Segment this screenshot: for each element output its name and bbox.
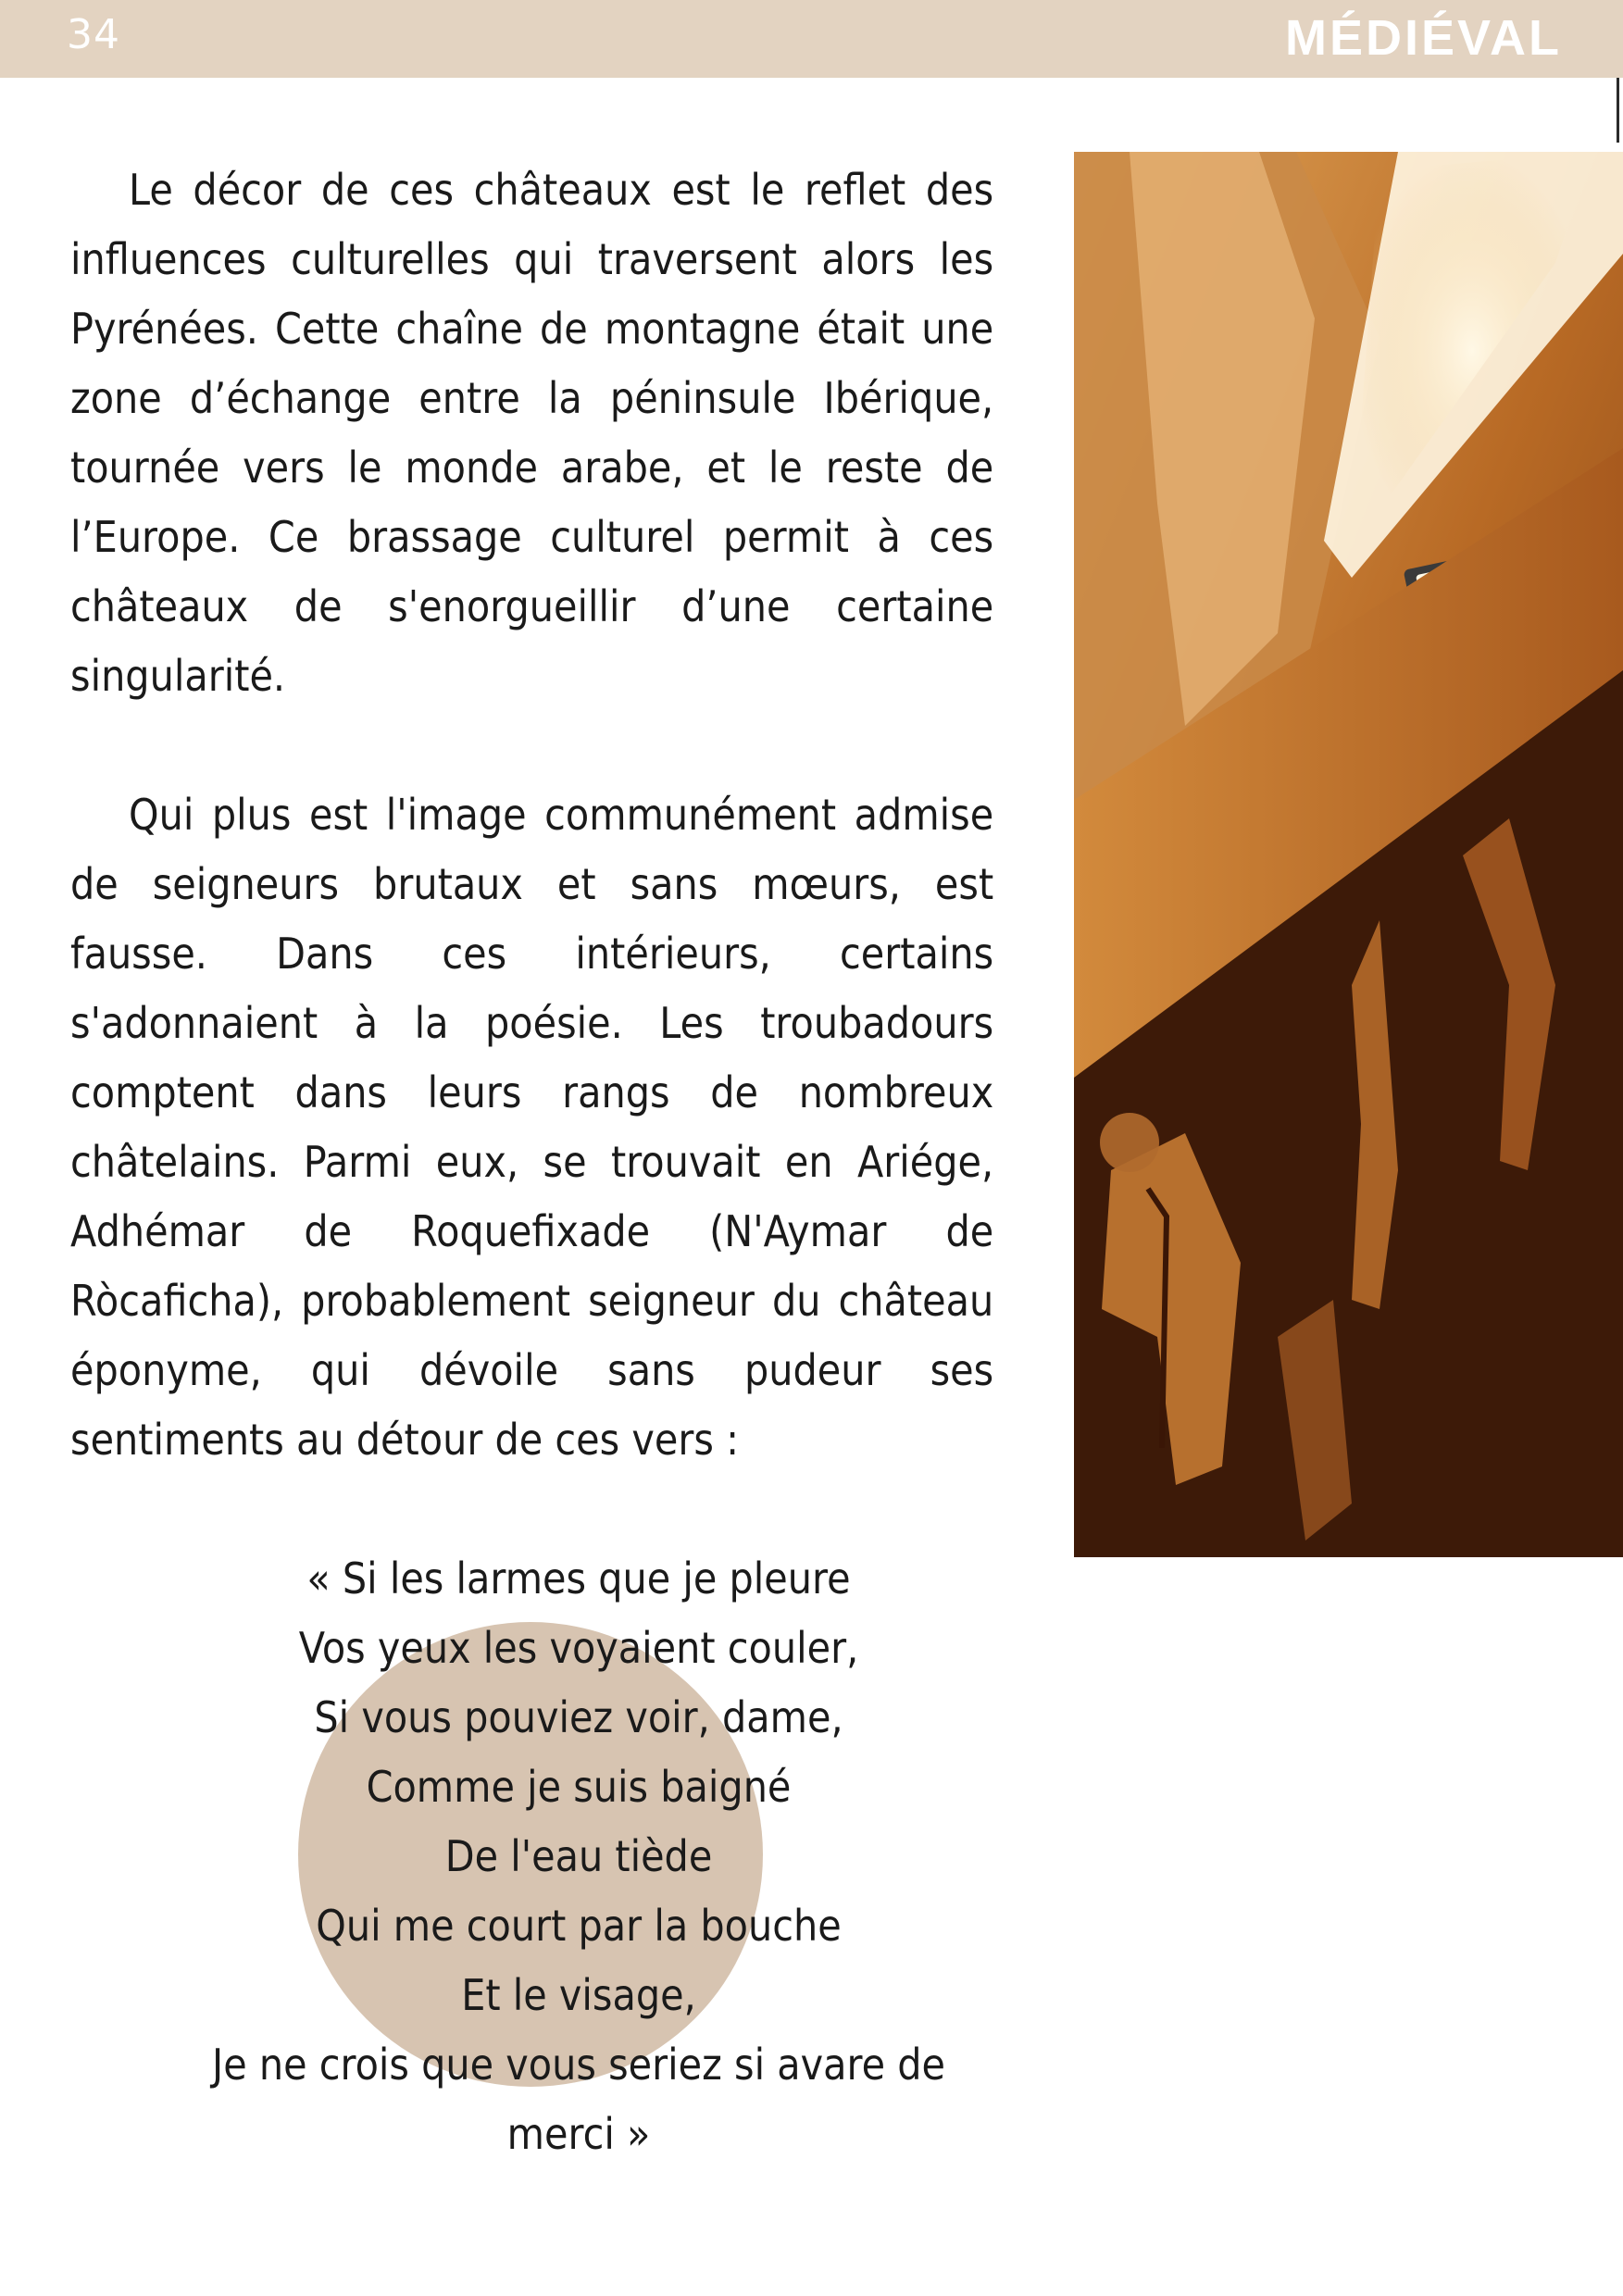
poem-line: « Si les larmes que je pleure [306,1554,851,1603]
page-number: 34 [67,11,120,58]
poem-line: De l'eau tiède [444,1831,713,1881]
header-bar [0,0,1623,78]
castle-interior-photo [1074,152,1623,1557]
edge-rule [1617,78,1619,143]
poem-quote [93,1544,1065,2169]
poem-line: Et le visage, [461,1970,696,2020]
poem-line: Je ne crois que vous seriez si avare de [212,2040,945,2090]
poem-line: merci » [506,2109,651,2159]
poem-line: Vos yeux les voyaient couler, [298,1623,859,1673]
poem-line: Si vous pouviez voir, dame, [314,1692,843,1742]
poem-line: Comme je suis baigné [366,1762,792,1812]
section-title: MÉDIÉVAL [1284,10,1562,66]
poem-line: Qui me court par la bouche [316,1901,842,1951]
body-paragraph-2: Qui plus est l'image communément admise de seigneurs brutaux et sans mœurs, est fausse. Dans ces intérieurs, certains s'adonnaient à la poésie. Les troubadours comptent dans leurs rangs de nombreux châtelains. Parmi eux, se trouvait en Ariége, Adhémar de Roquefixade (N'Aymar de Ròcaficha), probablement seigneur du château éponyme, qui dévoile sans pudeur ses sentiments au détour de ces vers : [70,790,994,1465]
body-paragraph-1: Le décor de ces châteaux est le reflet des influences culturelles qui traversent alors les Pyrénées. Cette chaîne de montagne était une zone d’échange entre la péninsule Ibérique, tournée vers le monde arabe, et le reste de l’Europe. Ce brassage culturel permit à ces châteaux de s'enorgueillir d’une certaine singularité. [70,165,994,701]
